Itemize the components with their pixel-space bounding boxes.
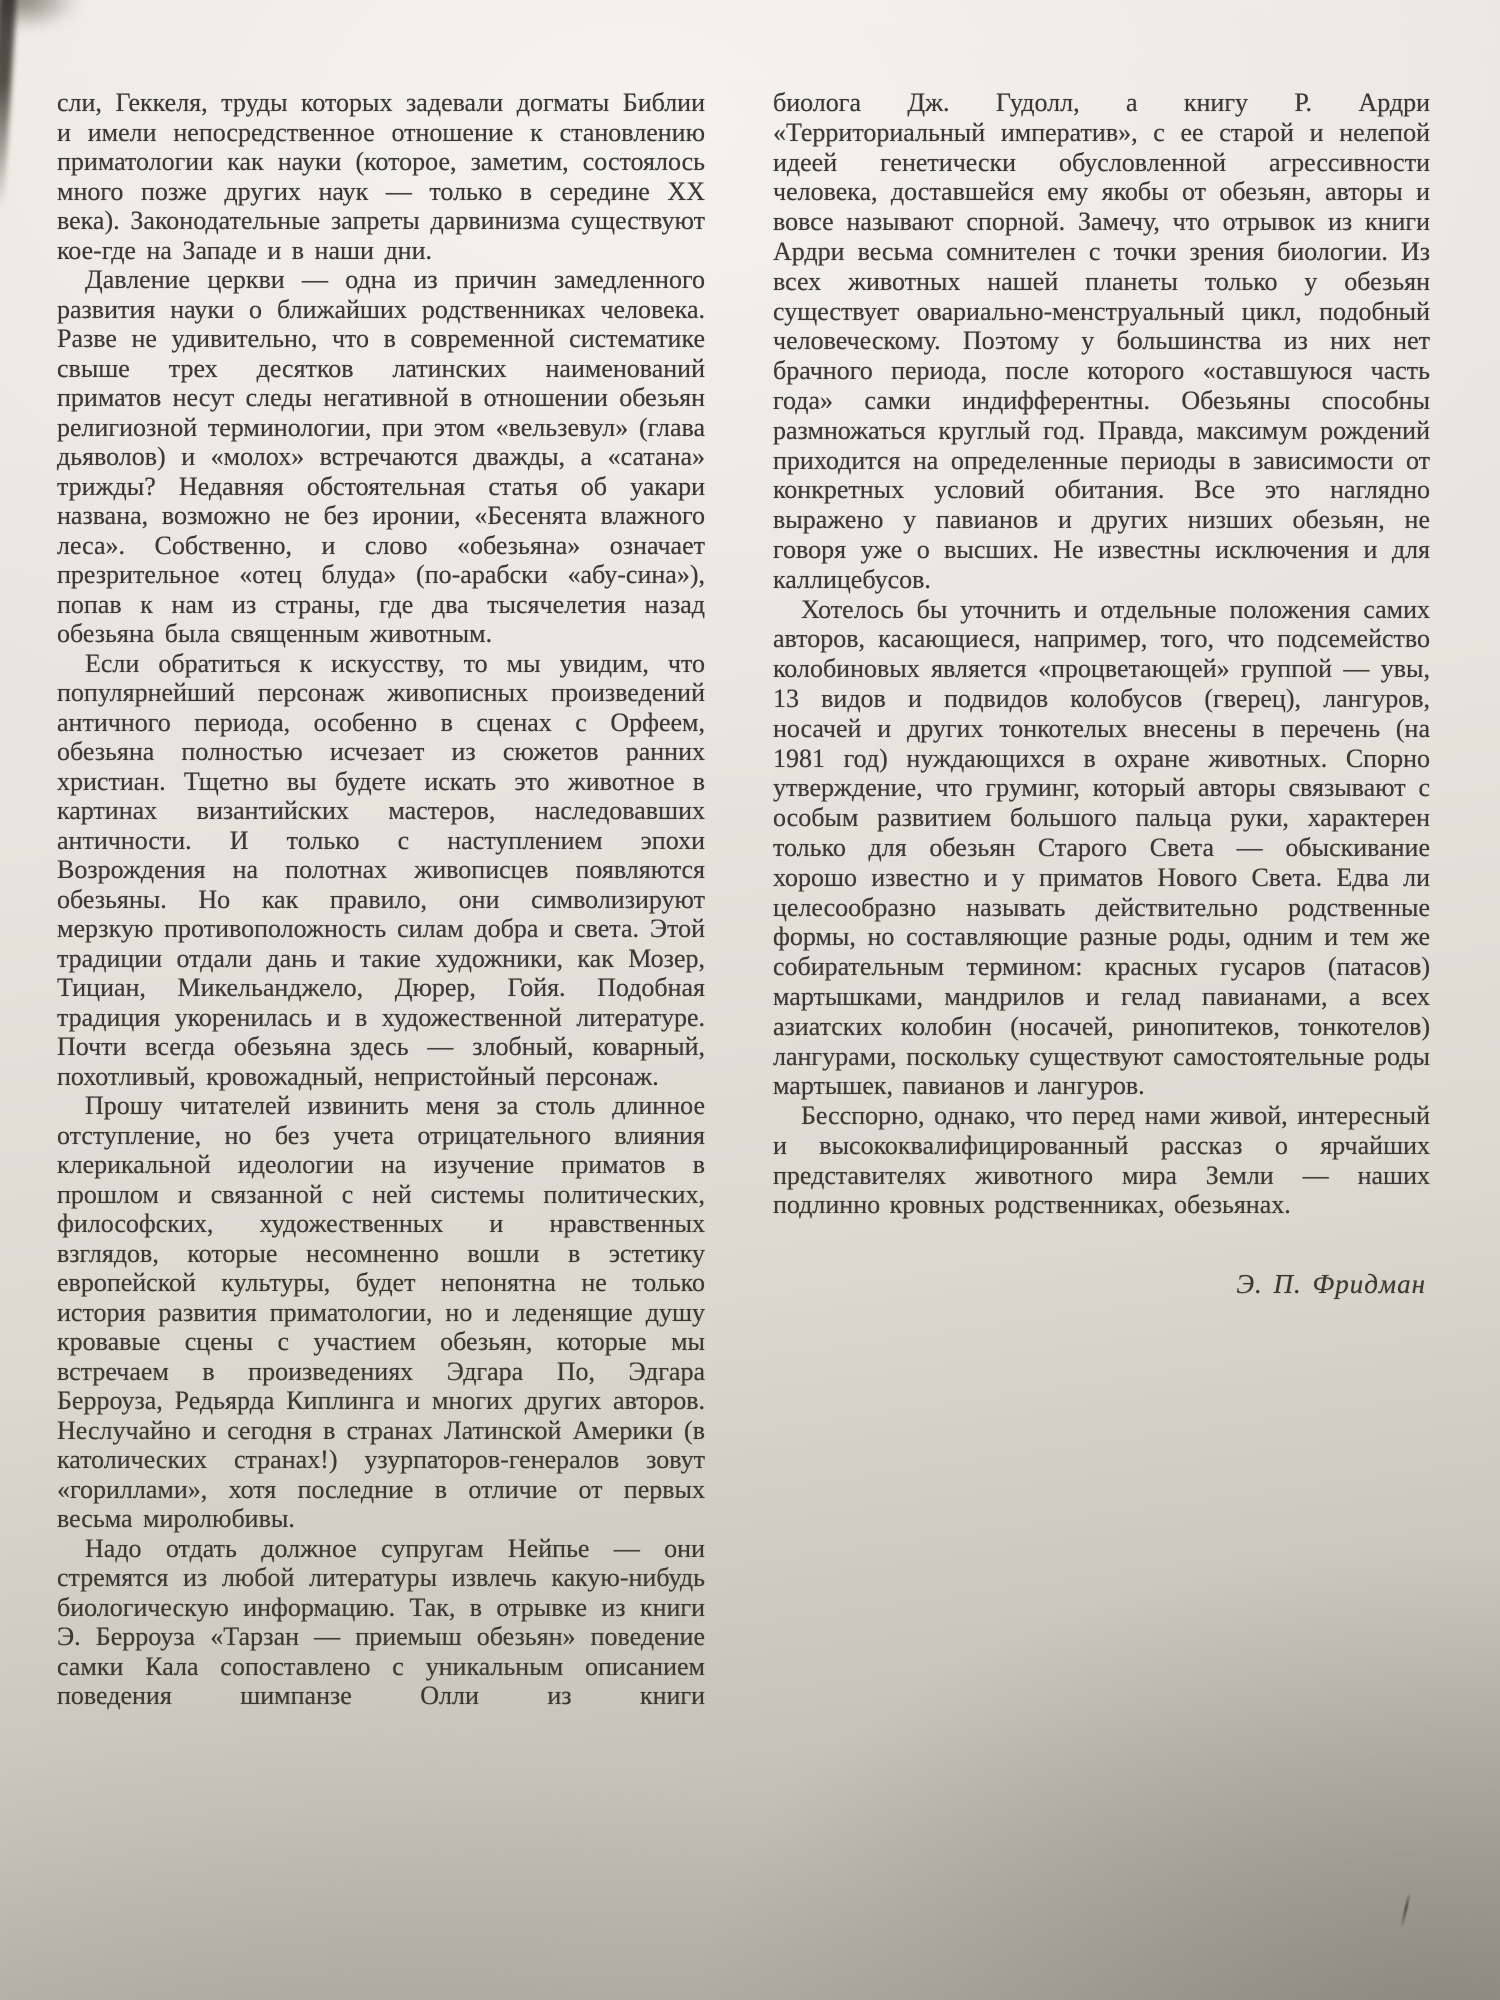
text-column-right — [773, 88, 1430, 1300]
column-left-paragraphs — [57, 88, 705, 1711]
scratch-mark — [1400, 1894, 1410, 1927]
page-edge-shadow — [0, 0, 21, 210]
paragraph: Надо отдать должное супругам Нейпье — они стремятся из любой литературы извлечь какую-нибудь биологическую информацию. Так, в отрывке из книги Э. Берроуза «Тарзан — приемыш обезьян» поведение самки Кала сопоставлено с уникальным описанием поведения шимпанзе Олли из книги — [57, 1533, 705, 1710]
paragraph: Хотелось бы уточнить и отдельные положения самих авторов, касающиеся, например, того, что подсемейство колобиновых является «процветающей» группой — увы, 13 видов и подвидов колобусов (гверец), лангуров, носачей и других тонкотелых внесены в перечень (на 1981 год) нуждающихся в охране животных. Спорно утверждение, что груминг, который авторы связывают с особым развитием большого пальца руки, характерен только для обезьян Старого Света — обыскивание хорошо известно и у приматов Нового Света. Едва ли целесообразно называть действительно родственные формы, но составляющие разные роды, одним и тем же собирательным термином: красных гусаров (патасов) мартышками, мандрилов и гелад павианами, а всех азиатских колобин (носачей, ринопитеков, тонкотелов) лангурами, поскольку существуют самостоятельные роды мартышек, павианов и лангуров. — [773, 594, 1430, 1101]
author-signature: Э. П. Фридман — [1236, 1269, 1426, 1300]
paragraph: Прошу читателей извинить меня за столь длинное отступление, но без учета отрицательного влияния клерикальной идеологии на изучение приматов в прошлом и связанной с ней системы политических, философских, художественных и нравственных взглядов, которые несомненно вошли в эстетику европейской культуры, будет непонятна не только история развития приматологии, но и леденящие душу кровавые сцены с участием обезьян, которые мы встречаем в произведениях Эдгара По, Эдгара Берроуза, Редьярда Киплинга и многих других авторов. Неслучайно и сегодня в странах Латинской Америки (в католических странах!) узурпаторов-генералов зовут «гориллами», хотя последние в отличие от первых весьма миролюбивы. — [57, 1091, 705, 1533]
paragraph: Если обратиться к искусству, то мы увидим, что популярнейший персонаж живописных произведений античного периода, особенно в сценах с Орфеем, обезьяна полностью исчезает из сюжетов ранних христиан. Тщетно вы будете искать это животное в картинах византийских мастеров, наследовавших античности. И только с наступлением эпохи Возрождения на полотнах живописцев появляются обезьяны. Но как правило, они символизируют мерзкую противоположность силам добра и света. Этой традиции отдали дань и такие художники, как Мозер, Тициан, Микельанджело, Дюрер, Гойя. Подобная традиция укоренилась и в художественной литературе. Почти всегда обезьяна здесь — злобный, коварный, похотливый, кровожадный, непристойный персонаж. — [57, 648, 705, 1091]
paragraph: Бесспорно, однако, что перед нами живой, интересный и высококвалифицированный рассказ о ярчайших представителях животного мира Земли — наших подлинно кровных родственниках, обезьянах. — [773, 1101, 1430, 1220]
column-right-paragraphs — [773, 88, 1430, 1220]
paragraph: сли, Геккеля, труды которых задевали догматы Библии и имели непосредственное отношение к становлению приматологии как науки (которое, заметим, состоялось много позже других наук — только в середине XX века). Законодательные запреты дарвинизма существуют кое-где на Западе и в наши дни. — [57, 88, 705, 265]
paragraph: биолога Дж. Гудолл, а книгу Р. Ардри «Территориальный императив», с ее старой и нелепой идеей генетически обусловленной агрессивности человека, доставшейся ему якобы от обезьян, авторы и вовсе называют спорной. Замечу, что отрывок из книги Ардри весьма сомнителен с точки зрения биологии. Из всех животных нашей планеты только у обезьян существует овариально-менструальный цикл, подобный человеческому. Поэтому у большинства из них нет брачного периода, после которого «оставшуюся часть года» самки индифферентны. Обезьяны способны размножаться круглый год. Правда, максимум рождений приходится на определенные периоды в зависимости от конкретных условий обитания. Все это наглядно выражено у павианов и других низших обезьян, не говоря уже о высших. Не известны исключения и для каллицебусов. — [773, 88, 1430, 594]
paragraph: Давление церкви — одна из причин замедленного развития науки о ближайших родственниках человека. Разве не удивительно, что в современной систематике свыше трех десятков латинских наименований приматов несут следы негативной в отношении обезьян религиозной терминологии, при этом «вельзевул» (глава дьяволов) и «молох» встречаются дважды, а «сатана» трижды? Недавняя обстоятельная статья об уакари названа, возможно не без иронии, «Бесенята влажного леса». Собственно, и слово «обезьяна» означает презрительное «отец блуда» (по-арабски «абу-сина»), попав к нам из страны, где два тысячелетия назад обезьяна была священным животным. — [57, 265, 705, 648]
text-column-left — [57, 88, 705, 1711]
